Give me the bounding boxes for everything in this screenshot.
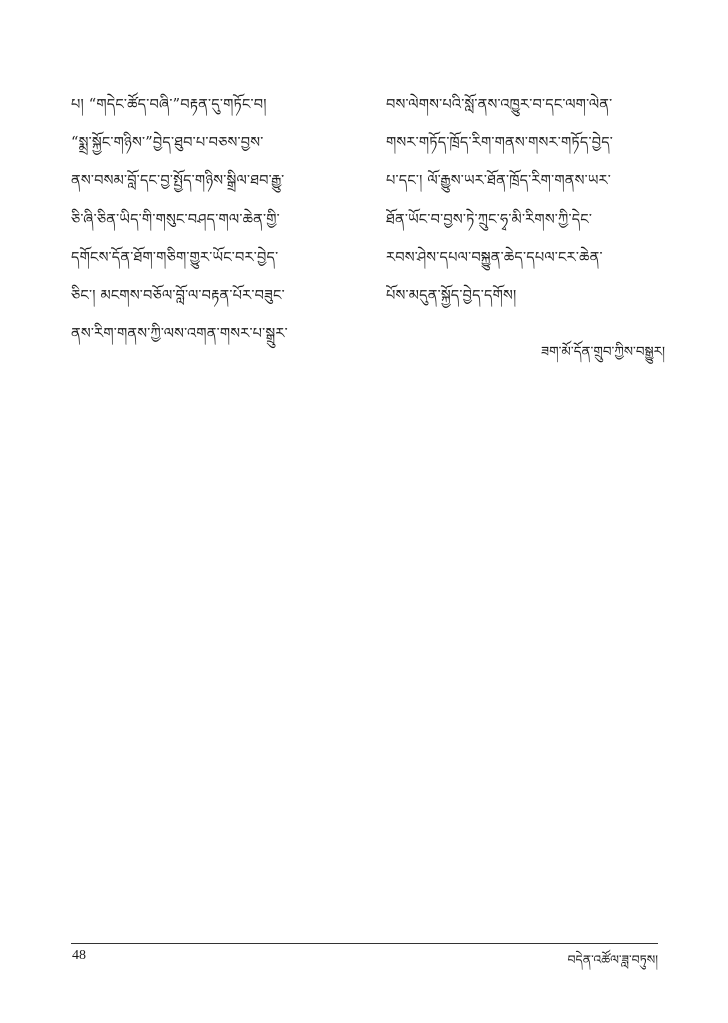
page-number: 48 — [72, 948, 86, 963]
translator-credit: ཟག་མོ་དོན་གྲུབ་ཀྱིས་བསྒྱུར། — [540, 344, 665, 360]
left-column-line-2: “སྨྲ་སྐྱོང་གཉིས་”བྱེད་ཐུབ་པ་བཅས་བྱས་ — [71, 135, 264, 152]
right-column-line-2: གསར་གཏོད་ཁྲོད་རིག་གནས་གསར་གཏོད་བྱེད་ — [386, 135, 614, 152]
right-column-line-5: རབས་ཤེས་དཔལ་བསྐྱུན་ཆེད་དཔལ་ངར་ཆེན་ — [386, 249, 603, 266]
right-column — [386, 86, 670, 315]
footer-divider — [71, 943, 658, 944]
right-column-line-4: ཐོན་ཡོང་བ་བྱས་ཏེ་ཀྲུང་ཧྭ་མི་རིགས་ཀྱི་དེང་ — [386, 211, 593, 228]
left-column-line-6: ཅིང་། མངགས་བཅོལ་བློ་ལ་བརྟན་པོར་བཟུང་ — [71, 287, 285, 304]
right-column-line-6: པོས་མདུན་སྐྱོད་བྱེད་དགོས། — [386, 287, 517, 304]
left-column-line-5: དགོངས་དོན་ཐོག་གཅིག་གྱུར་ཡོང་བར་བྱེད་ — [71, 249, 279, 266]
left-column-line-3: ནས་བསམ་བློ་དང་བྱ་སྤྱོད་གཉིས་སྒྲིལ་ཐབ་རྒྱུ་ — [71, 173, 285, 190]
left-column-line-7: ནས་རིག་གནས་ཀྱི་ལས་འགན་གསར་པ་སྒྲུར་ — [71, 326, 288, 343]
right-column-line-3: པ་དང་། ལོ་རྒྱུས་ཡར་ཐོན་ཁྲོད་རིག་གནས་ཡར་ — [386, 173, 612, 190]
left-column-line-1: པ། “གདེང་ཚོད་བཞི་”བརྟན་དུ་གཏོང་བ། — [71, 97, 267, 113]
left-column — [71, 86, 363, 353]
left-column-line-4: ཅི་ཞི་ཅིན་ཡིད་གི་གསུང་བཤད་གལ་ཆེན་གྱི་ — [71, 211, 280, 228]
right-column-line-1: བས་ལེགས་པའི་སློ་ནས་འཁྱུར་བ་དང་ལག་ལེན་ — [386, 97, 613, 113]
running-title: བདེན་འཚོལ་ཟླ་བཏུས། — [567, 952, 658, 967]
